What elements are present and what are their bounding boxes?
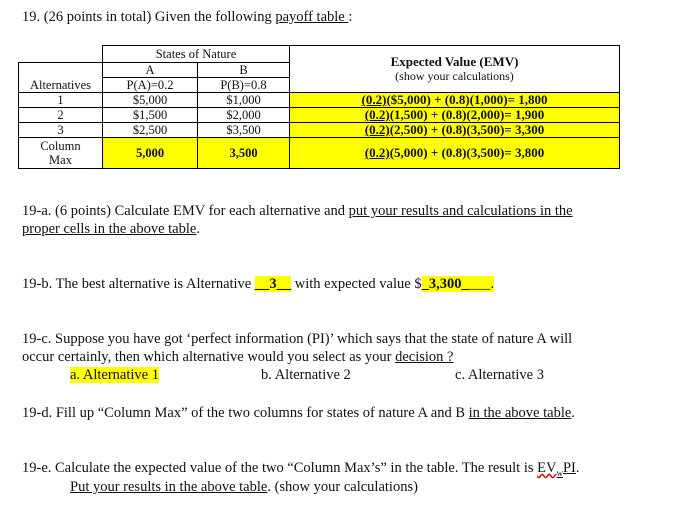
col-a-header: A: [103, 63, 198, 78]
alt-1-emv-calc: ($5,000) + (0.8)(1,000)= 1,800: [386, 92, 548, 107]
question-19d-end: .: [571, 405, 575, 421]
option-b: b. Alternative 2: [261, 367, 351, 383]
alt-3-emv-calc: (2,500) + (0.8)(3,500)= 3,300: [389, 122, 545, 137]
alt-1-emv: [290, 93, 620, 108]
question-19e-end: .: [575, 460, 580, 476]
answer-expected-value: _3,300_: [421, 276, 469, 292]
question-19a-end: .: [196, 221, 200, 237]
column-max-emv: [290, 138, 620, 169]
question-19c-text: occur certainly, then which alternative would you select as your: [22, 349, 396, 365]
alt-2-emv: [290, 108, 620, 123]
question-19-text: 19. (26 points in total) Given the following: [22, 9, 276, 25]
question-19e-underlined: Put your results in the above table: [70, 479, 268, 495]
question-19d-text: 19-d. Fill up “Column Max” of the two columns for states of nature A and B: [22, 405, 469, 421]
question-19a-line2: [22, 221, 200, 238]
question-19-header: [22, 9, 352, 26]
payoff-table: [18, 45, 620, 169]
prob-a-cell: P(A)=0.2: [103, 78, 198, 93]
emv-title: Expected Value (EMV): [390, 54, 519, 69]
column-max-emv-calc: (5,000) + (0.8)(3,500)= 3,800: [389, 145, 545, 160]
alt-3-label: 3: [19, 123, 103, 138]
question-19a-underlined-2: proper cells in the above table: [22, 221, 197, 237]
option-c: c. Alternative 3: [455, 367, 544, 383]
question-19c-line1: 19-c. Suppose you have got ‘perfect information (PI)’ which says that the state of nature A will: [22, 331, 573, 347]
alt-1-label: 1: [19, 93, 103, 108]
answer-best-alternative: __3__: [254, 276, 292, 292]
alt-3-emv: [290, 123, 620, 138]
question-19e-text: 19-e. Calculate the expected value of the two “Column Max’s” in the table. The result is: [22, 460, 538, 476]
alt-3-payoff-a: $2,500: [103, 123, 198, 138]
prob-b-cell: P(B)=0.8: [198, 78, 290, 93]
emv-header-cell: [290, 46, 620, 93]
column-max-emv-prefix: (0.2): [364, 145, 390, 160]
states-of-nature-header: States of Nature: [103, 46, 290, 63]
option-a: [70, 367, 159, 384]
option-a-label: a. Alternative 1: [70, 367, 159, 383]
column-max-a: 5,000: [103, 138, 198, 169]
alt-2-payoff-b: $2,000: [198, 108, 290, 123]
question-19-colon: :: [348, 9, 353, 25]
question-19e-line2: [70, 479, 418, 496]
question-19d: [22, 405, 575, 422]
question-19b-text: 19-b. The best alternative is Alternative: [22, 276, 255, 292]
alternatives-header: Alternatives: [19, 78, 103, 93]
question-19a-underlined: put your results and calculations in the: [348, 203, 573, 219]
alt-2-label: 2: [19, 108, 103, 123]
column-max-label-line1: Column: [40, 139, 81, 153]
alt-header-spacer: [19, 63, 103, 78]
question-19b-mid: with expected value $: [291, 276, 422, 292]
question-19a-text: 19-a. (6 points) Calculate EMV for each alternative and: [22, 203, 349, 219]
alt-1-payoff-a: $5,000: [103, 93, 198, 108]
payoff-table-link: payoff table: [275, 9, 349, 25]
column-max-label: [19, 138, 103, 169]
question-19d-underlined: in the above table: [468, 405, 572, 421]
column-max-label-line2: Max: [49, 153, 72, 167]
pi-label: PI: [562, 460, 576, 476]
alt-1-emv-prefix: (0.2): [361, 92, 387, 107]
alt-2-emv-calc: (1,500) + (0.8)(2,000)= 1,900: [389, 107, 545, 122]
col-b-header: B: [198, 63, 290, 78]
column-max-b: 3,500: [198, 138, 290, 169]
empty-corner-cell: [19, 46, 103, 63]
question-19e-tail: . (show your calculations): [267, 479, 418, 495]
question-19c-decision: decision ?: [395, 349, 454, 365]
emv-subtitle: (show your calculations): [395, 69, 514, 83]
alt-3-emv-prefix: (0.2): [364, 122, 390, 137]
alt-2-payoff-a: $1,500: [103, 108, 198, 123]
alt-3-payoff-b: $3,500: [198, 123, 290, 138]
alt-2-emv-prefix: (0.2): [364, 107, 390, 122]
question-19a-line1: [22, 203, 573, 220]
question-19c-line2: [22, 349, 454, 366]
alt-1-payoff-b: $1,000: [198, 93, 290, 108]
question-19b: [22, 276, 494, 293]
ev-subscript: w: [556, 467, 563, 478]
ev-label: EV: [537, 460, 557, 476]
question-19b-tail: ___.: [468, 276, 495, 292]
